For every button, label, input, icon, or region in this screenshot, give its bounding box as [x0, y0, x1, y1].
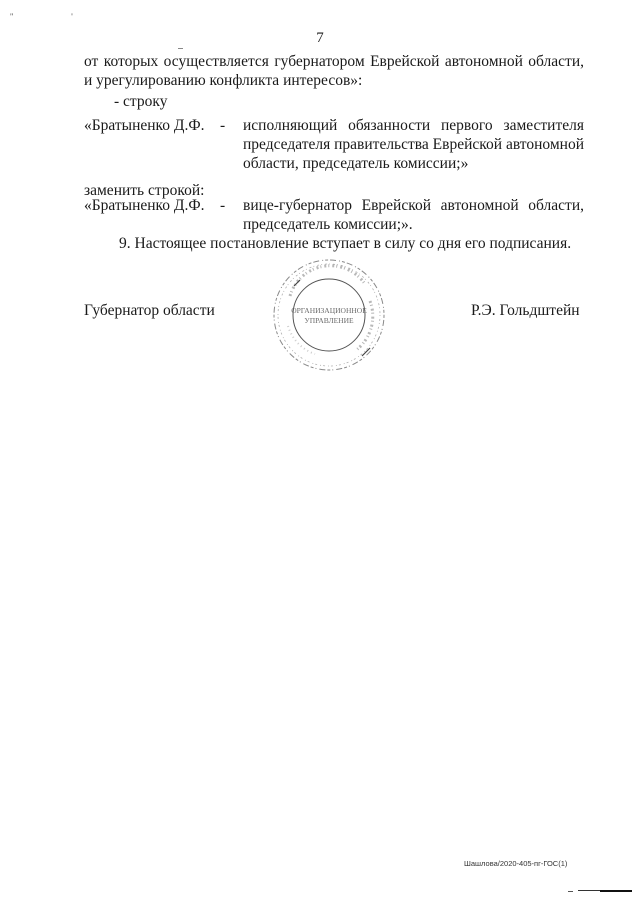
- new-entry-row: [84, 196, 584, 236]
- new-entry-desc-line-2: председатель комиссии;».: [243, 216, 413, 233]
- new-entry-desc-line-1: вице-губернатор Еврейской автономной области,: [243, 197, 584, 214]
- item-label: - строку: [114, 93, 168, 110]
- old-entry-desc-line-2: председателя правительства Еврейской автономной: [243, 136, 584, 153]
- replace-label: заменить строкой:: [84, 182, 205, 199]
- continuation-line-1: от которых осуществляется губернатором Еврейской автономной области,: [84, 53, 584, 70]
- old-entry-desc-line-3: области, председатель комиссии;»: [243, 155, 469, 172]
- new-entry-name: «Братыненко Д.Ф.: [84, 197, 205, 214]
- stamp-text-line-1: ОРГАНИЗАЦИОННОЕ: [291, 306, 367, 315]
- old-entry-dash: -: [220, 117, 226, 134]
- old-entry-row: [84, 116, 584, 176]
- new-entry-description: [243, 196, 584, 234]
- new-entry-dash: -: [220, 197, 226, 214]
- official-stamp: [270, 256, 388, 374]
- continuation-paragraph: [84, 52, 584, 90]
- scan-artifact-dash: [178, 48, 183, 49]
- old-entry-desc-line-1: исполняющий обязанности первого заместителя: [243, 117, 584, 134]
- stamp-seal-icon: [270, 256, 388, 374]
- footer-rule-thick: [600, 890, 632, 892]
- footer-rule-short: [568, 891, 573, 892]
- signatory-name: Р.Э. Гольдштейн: [471, 302, 580, 319]
- page-number: 7: [316, 30, 324, 46]
- scan-artifact-marks: " ': [10, 12, 101, 21]
- old-entry-description: [243, 116, 584, 173]
- stamp-text-line-2: УПРАВЛЕНИЕ: [304, 316, 354, 325]
- signatory-title: Губернатор области: [84, 302, 215, 319]
- continuation-line-2: и урегулированию конфликта интересов»:: [84, 72, 363, 89]
- old-entry-name: «Братыненко Д.Ф.: [84, 117, 205, 134]
- footer-reference: Шашлова/2020-405-пг-ГОС(1): [464, 859, 568, 868]
- clause-9: 9. Настоящее постановление вступает в силу со дня его подписания.: [119, 235, 572, 252]
